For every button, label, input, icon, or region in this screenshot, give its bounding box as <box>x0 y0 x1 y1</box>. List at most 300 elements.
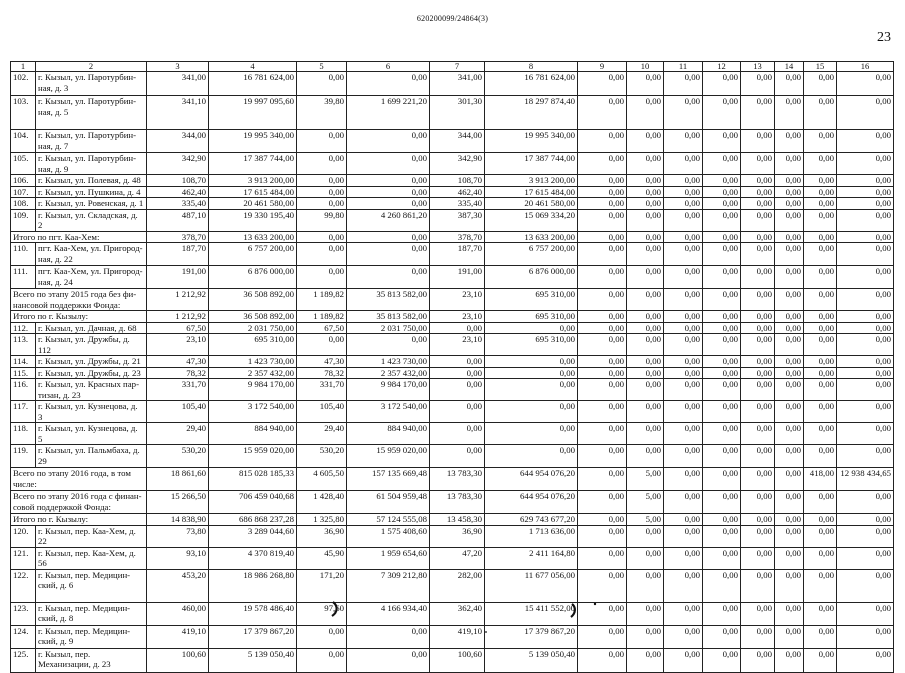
value-cell: 0,00 <box>578 445 627 468</box>
value-cell: 341,10 <box>147 96 209 130</box>
value-cell: 0,00 <box>347 243 430 266</box>
value-cell: 0,00 <box>775 186 804 198</box>
value-cell: 0,00 <box>664 491 703 514</box>
value-cell: 191,00 <box>147 266 209 289</box>
value-cell: 4 260 861,20 <box>347 209 430 231</box>
column-number: 12 <box>703 62 741 72</box>
value-cell: 36 508 892,00 <box>209 311 297 323</box>
value-cell: 45,90 <box>297 547 347 569</box>
value-cell: 0,00 <box>485 379 578 401</box>
row-number: 121. <box>11 547 36 569</box>
value-cell: 0,00 <box>347 648 430 672</box>
column-number: 11 <box>664 62 703 72</box>
value-cell: 67,50 <box>297 322 347 334</box>
column-number: 7 <box>430 62 485 72</box>
value-cell: 0,00 <box>775 514 804 526</box>
value-cell: 0,00 <box>347 334 430 356</box>
value-cell: 0,00 <box>347 266 430 289</box>
value-cell: 0,00 <box>775 356 804 368</box>
address-cell: г. Кызыл, ул. Паротурбин-ная, д. 5 <box>36 96 147 130</box>
value-cell: 884 940,00 <box>209 423 297 445</box>
value-cell: 0,00 <box>485 356 578 368</box>
value-cell: 14 838,90 <box>147 514 209 526</box>
value-cell: 0,00 <box>775 547 804 569</box>
value-cell: 0,00 <box>578 379 627 401</box>
value-cell: 0,00 <box>430 322 485 334</box>
value-cell: 0,00 <box>741 243 775 266</box>
value-cell: 0,00 <box>804 130 837 153</box>
table-row <box>11 311 894 323</box>
value-cell: 0,00 <box>775 423 804 445</box>
value-cell: 0,00 <box>804 311 837 323</box>
value-cell: 695 310,00 <box>209 334 297 356</box>
value-cell: 5,00 <box>627 468 664 491</box>
value-cell: 4 605,50 <box>297 468 347 491</box>
value-cell: 7 309 212,80 <box>347 569 430 602</box>
value-cell: 0,00 <box>703 379 741 401</box>
value-cell: 0,00 <box>578 625 627 648</box>
column-number: 1 <box>11 62 36 72</box>
value-cell: 16 781 624,00 <box>485 72 578 96</box>
value-cell: 0,00 <box>297 243 347 266</box>
column-number-row <box>11 62 894 72</box>
value-cell: 0,00 <box>804 96 837 130</box>
value-cell: 0,00 <box>347 231 430 243</box>
value-cell: 0,00 <box>627 209 664 231</box>
value-cell: 530,20 <box>147 445 209 468</box>
value-cell: 0,00 <box>347 186 430 198</box>
column-number: 9 <box>578 62 627 72</box>
address-cell: г. Кызыл, ул. Паротурбин-ная, д. 7 <box>36 130 147 153</box>
row-number: 102. <box>11 72 36 96</box>
value-cell: 13 458,30 <box>430 514 485 526</box>
value-cell: 0,00 <box>703 130 741 153</box>
value-cell: 0,00 <box>578 401 627 423</box>
table-row <box>11 153 894 175</box>
value-cell: 1 713 636,00 <box>485 525 578 547</box>
value-cell: 0,00 <box>664 468 703 491</box>
value-cell: 0,00 <box>297 648 347 672</box>
row-number: 107. <box>11 186 36 198</box>
value-cell: 0,00 <box>804 367 837 379</box>
value-cell: 2 357 432,00 <box>209 367 297 379</box>
address-cell: г. Кызыл, пер. Каа-Хем, д. 56 <box>36 547 147 569</box>
value-cell: 5 139 050,40 <box>485 648 578 672</box>
table-row <box>11 175 894 187</box>
value-cell: 0,00 <box>664 96 703 130</box>
table-row <box>11 96 894 130</box>
value-cell: 0,00 <box>578 648 627 672</box>
value-cell: 0,00 <box>578 243 627 266</box>
value-cell: 0,00 <box>741 547 775 569</box>
value-cell: 1 959 654,60 <box>347 547 430 569</box>
value-cell: 0,00 <box>837 96 894 130</box>
value-cell: 0,00 <box>837 72 894 96</box>
value-cell: 0,00 <box>703 445 741 468</box>
value-cell: 0,00 <box>578 130 627 153</box>
value-cell: 0,00 <box>741 72 775 96</box>
document-id: 620200099/24864(3) <box>416 14 489 23</box>
value-cell: 15 069 334,20 <box>485 209 578 231</box>
subtotal-label: Всего по этапу 2016 года с финан-совой поддержкой Фонда: <box>11 491 147 514</box>
value-cell: 0,00 <box>804 289 837 311</box>
value-cell: 29,40 <box>297 423 347 445</box>
value-cell: 0,00 <box>837 266 894 289</box>
row-number: 116. <box>11 379 36 401</box>
value-cell: 0,00 <box>804 379 837 401</box>
value-cell: 0,00 <box>627 243 664 266</box>
column-number: 5 <box>297 62 347 72</box>
value-cell: 453,20 <box>147 569 209 602</box>
column-number: 15 <box>804 62 837 72</box>
value-cell: 0,00 <box>627 322 664 334</box>
value-cell: 3 172 540,00 <box>209 401 297 423</box>
value-cell: 108,70 <box>430 175 485 187</box>
address-cell: г. Кызыл, ул. Пальмбаха, д. 29 <box>36 445 147 468</box>
value-cell: 0,00 <box>703 367 741 379</box>
value-cell: 0,00 <box>804 243 837 266</box>
value-cell: 0,00 <box>775 491 804 514</box>
value-cell: 0,00 <box>578 311 627 323</box>
value-cell: 0,00 <box>741 401 775 423</box>
value-cell: 0,00 <box>627 231 664 243</box>
value-cell: 0,00 <box>578 569 627 602</box>
value-cell: 0,00 <box>347 198 430 210</box>
value-cell: 0,00 <box>804 648 837 672</box>
value-cell: 0,00 <box>664 401 703 423</box>
value-cell: 0,00 <box>804 266 837 289</box>
value-cell: 15 411 552,00 <box>485 602 578 625</box>
value-cell: 331,70 <box>297 379 347 401</box>
value-cell: 0,00 <box>804 445 837 468</box>
value-cell: 344,00 <box>430 130 485 153</box>
value-cell: 0,00 <box>627 186 664 198</box>
row-number: 119. <box>11 445 36 468</box>
value-cell: 0,00 <box>627 130 664 153</box>
table-row <box>11 334 894 356</box>
value-cell: 0,00 <box>703 648 741 672</box>
value-cell: 0,00 <box>775 175 804 187</box>
subtotal-label: Итого по г. Кызылу: <box>11 311 147 323</box>
value-cell: 0,00 <box>430 423 485 445</box>
table-row <box>11 401 894 423</box>
value-cell: 67,50 <box>147 322 209 334</box>
value-cell: 0,00 <box>297 153 347 175</box>
column-number: 6 <box>347 62 430 72</box>
value-cell: 0,00 <box>775 525 804 547</box>
value-cell: 0,00 <box>703 423 741 445</box>
value-cell: 0,00 <box>664 356 703 368</box>
value-cell: 462,40 <box>430 186 485 198</box>
value-cell: 0,00 <box>804 322 837 334</box>
value-cell: 17 379 867,20 <box>209 625 297 648</box>
value-cell: 686 868 237,28 <box>209 514 297 526</box>
value-cell: 0,00 <box>804 491 837 514</box>
value-cell: 19 578 486,40 <box>209 602 297 625</box>
value-cell: 0,00 <box>664 367 703 379</box>
row-number: 112. <box>11 322 36 334</box>
value-cell: 0,00 <box>837 445 894 468</box>
address-cell: г. Кызыл, ул. Паротурбин-ная, д. 3 <box>36 72 147 96</box>
value-cell: 5 139 050,40 <box>209 648 297 672</box>
value-cell: 0,00 <box>741 514 775 526</box>
value-cell: 0,00 <box>775 401 804 423</box>
value-cell: 19 330 195,40 <box>209 209 297 231</box>
value-cell: 0,00 <box>804 547 837 569</box>
table-row <box>11 491 894 514</box>
subtotal-label: Итого по пгт. Каа-Хем: <box>11 231 147 243</box>
value-cell: 0,00 <box>578 322 627 334</box>
value-cell: 47,30 <box>147 356 209 368</box>
address-cell: пгт. Каа-Хем, ул. Пригород-ная, д. 24 <box>36 266 147 289</box>
value-cell: 9 984 170,00 <box>347 379 430 401</box>
value-cell: 0,00 <box>578 468 627 491</box>
address-cell: г. Кызыл, ул. Складская, д. 2 <box>36 209 147 231</box>
value-cell: 0,00 <box>804 231 837 243</box>
value-cell: 0,00 <box>664 625 703 648</box>
value-cell: 0,00 <box>775 198 804 210</box>
value-cell: 15 266,50 <box>147 491 209 514</box>
value-cell: 0,00 <box>703 198 741 210</box>
value-cell: 387,30 <box>430 209 485 231</box>
value-cell: 0,00 <box>485 423 578 445</box>
value-cell: 16 781 624,00 <box>209 72 297 96</box>
value-cell: 0,00 <box>578 289 627 311</box>
value-cell: 191,00 <box>430 266 485 289</box>
value-cell: 0,00 <box>664 445 703 468</box>
value-cell: 0,00 <box>775 648 804 672</box>
value-cell: 0,00 <box>804 198 837 210</box>
value-cell: 0,00 <box>741 130 775 153</box>
value-cell: 105,40 <box>147 401 209 423</box>
value-cell: 0,00 <box>775 569 804 602</box>
value-cell: 0,00 <box>837 243 894 266</box>
table-row <box>11 322 894 334</box>
value-cell: 1 423 730,00 <box>209 356 297 368</box>
value-cell: 6 757 200,00 <box>209 243 297 266</box>
value-cell: 13 633 200,00 <box>209 231 297 243</box>
value-cell: 0,00 <box>741 334 775 356</box>
value-cell: 0,00 <box>775 322 804 334</box>
value-cell: 20 461 580,00 <box>209 198 297 210</box>
value-cell: 0,00 <box>578 198 627 210</box>
value-cell: 362,40 <box>430 602 485 625</box>
value-cell: 3 289 044,60 <box>209 525 297 547</box>
value-cell: 0,00 <box>578 491 627 514</box>
value-cell: 0,00 <box>297 625 347 648</box>
value-cell: 0,00 <box>741 311 775 323</box>
value-cell: 0,00 <box>703 72 741 96</box>
value-cell: 341,00 <box>430 72 485 96</box>
value-cell: 5,00 <box>627 514 664 526</box>
row-number: 115. <box>11 367 36 379</box>
value-cell: 0,00 <box>485 322 578 334</box>
value-cell: 0,00 <box>741 289 775 311</box>
value-cell: 0,00 <box>297 334 347 356</box>
address-cell: г. Кызыл, ул. Кузнецова, д. 5 <box>36 423 147 445</box>
value-cell: 0,00 <box>664 289 703 311</box>
value-cell: 0,00 <box>627 367 664 379</box>
row-number: 103. <box>11 96 36 130</box>
value-cell: 644 954 076,20 <box>485 468 578 491</box>
value-cell: 0,00 <box>664 525 703 547</box>
value-cell: 0,00 <box>837 379 894 401</box>
value-cell: 0,00 <box>837 514 894 526</box>
value-cell: 0,00 <box>837 625 894 648</box>
value-cell: 18 297 874,40 <box>485 96 578 130</box>
value-cell: 0,00 <box>664 72 703 96</box>
value-cell: 0,00 <box>664 379 703 401</box>
value-cell: 0,00 <box>578 334 627 356</box>
value-cell: 0,00 <box>703 175 741 187</box>
value-cell: 0,00 <box>578 186 627 198</box>
value-cell: 815 028 185,33 <box>209 468 297 491</box>
value-cell: 0,00 <box>664 209 703 231</box>
value-cell: 0,00 <box>664 266 703 289</box>
value-cell: 0,00 <box>837 153 894 175</box>
table-row <box>11 266 894 289</box>
value-cell: 3 172 540,00 <box>347 401 430 423</box>
value-cell: 0,00 <box>837 334 894 356</box>
column-number: 13 <box>741 62 775 72</box>
value-cell: 0,00 <box>664 175 703 187</box>
value-cell: 0,00 <box>775 130 804 153</box>
value-cell: 0,00 <box>664 130 703 153</box>
value-cell: 0,00 <box>578 356 627 368</box>
value-cell: 0,00 <box>703 311 741 323</box>
value-cell: 418,00 <box>804 468 837 491</box>
value-cell: 0,00 <box>664 648 703 672</box>
value-cell: 36,90 <box>297 525 347 547</box>
value-cell: 35 813 582,00 <box>347 311 430 323</box>
value-cell: 0,00 <box>627 648 664 672</box>
value-cell: 0,00 <box>775 311 804 323</box>
table-row <box>11 231 894 243</box>
value-cell: 460,00 <box>147 602 209 625</box>
value-cell: 0,00 <box>741 96 775 130</box>
value-cell: 0,00 <box>775 243 804 266</box>
value-cell: 0,00 <box>627 379 664 401</box>
column-number: 10 <box>627 62 664 72</box>
value-cell: 530,20 <box>297 445 347 468</box>
row-number: 104. <box>11 130 36 153</box>
value-cell: 0,00 <box>775 209 804 231</box>
value-cell: 17 615 484,00 <box>209 186 297 198</box>
value-cell: 108,70 <box>147 175 209 187</box>
value-cell: 695 310,00 <box>485 311 578 323</box>
value-cell: 462,40 <box>147 186 209 198</box>
value-cell: 0,00 <box>804 401 837 423</box>
value-cell: 0,00 <box>578 547 627 569</box>
value-cell: 0,00 <box>578 514 627 526</box>
value-cell: 0,00 <box>804 514 837 526</box>
value-cell: 0,00 <box>837 602 894 625</box>
value-cell: 0,00 <box>804 423 837 445</box>
value-cell: 0,00 <box>775 72 804 96</box>
value-cell: 17 615 484,00 <box>485 186 578 198</box>
value-cell: 0,00 <box>627 525 664 547</box>
value-cell: 0,00 <box>627 289 664 311</box>
value-cell: 2 031 750,00 <box>209 322 297 334</box>
value-cell: 0,00 <box>775 367 804 379</box>
value-cell: 0,00 <box>741 569 775 602</box>
value-cell: 0,00 <box>664 198 703 210</box>
table-row <box>11 289 894 311</box>
value-cell: 282,00 <box>430 569 485 602</box>
value-cell: 78,32 <box>297 367 347 379</box>
row-number: 123. <box>11 602 36 625</box>
value-cell: 0,00 <box>664 423 703 445</box>
table-row <box>11 186 894 198</box>
value-cell: 23,10 <box>430 334 485 356</box>
value-cell: 61 504 959,48 <box>347 491 430 514</box>
value-cell: 0,00 <box>703 491 741 514</box>
value-cell: 0,00 <box>804 72 837 96</box>
value-cell: 0,00 <box>627 356 664 368</box>
value-cell: 0,00 <box>664 514 703 526</box>
value-cell: 0,00 <box>703 356 741 368</box>
column-number: 16 <box>837 62 894 72</box>
value-cell: 4 166 934,40 <box>347 602 430 625</box>
value-cell: 0,00 <box>578 175 627 187</box>
value-cell: 0,00 <box>741 186 775 198</box>
value-cell: 0,00 <box>837 175 894 187</box>
value-cell: 0,00 <box>837 209 894 231</box>
value-cell: 0,00 <box>703 547 741 569</box>
row-number: 109. <box>11 209 36 231</box>
value-cell: 13 633 200,00 <box>485 231 578 243</box>
value-cell: 0,00 <box>627 334 664 356</box>
value-cell: 0,00 <box>627 153 664 175</box>
column-number: 8 <box>485 62 578 72</box>
value-cell: 17 379 867,20 <box>485 625 578 648</box>
value-cell: 6 876 000,00 <box>209 266 297 289</box>
value-cell: 93,10 <box>147 547 209 569</box>
row-number: 124. <box>11 625 36 648</box>
value-cell: 0,00 <box>741 423 775 445</box>
value-cell: 4 370 819,40 <box>209 547 297 569</box>
address-cell: г. Кызыл, ул. Полевая, д. 48 <box>36 175 147 187</box>
value-cell: 0,00 <box>703 243 741 266</box>
value-cell: 0,00 <box>741 445 775 468</box>
value-cell: 0,00 <box>741 602 775 625</box>
address-cell: г. Кызыл, ул. Дружбы, д. 23 <box>36 367 147 379</box>
value-cell: 0,00 <box>741 356 775 368</box>
value-cell: 73,80 <box>147 525 209 547</box>
value-cell: 0,00 <box>837 130 894 153</box>
value-cell: 0,00 <box>703 186 741 198</box>
value-cell: 6 757 200,00 <box>485 243 578 266</box>
value-cell: 0,00 <box>741 525 775 547</box>
value-cell: 344,00 <box>147 130 209 153</box>
value-cell: 99,80 <box>297 209 347 231</box>
table-row <box>11 243 894 266</box>
address-cell: г. Кызыл, ул. Дачная, д. 68 <box>36 322 147 334</box>
row-number: 106. <box>11 175 36 187</box>
value-cell: 187,70 <box>147 243 209 266</box>
value-cell: 0,00 <box>703 602 741 625</box>
subtotal-label: Всего по этапу 2016 года, в том числе: <box>11 468 147 491</box>
value-cell: 23,10 <box>147 334 209 356</box>
value-cell: 2 031 750,00 <box>347 322 430 334</box>
value-cell: 0,00 <box>627 72 664 96</box>
value-cell: 0,00 <box>837 401 894 423</box>
value-cell: 0,00 <box>297 72 347 96</box>
value-cell: 0,00 <box>804 525 837 547</box>
value-cell: 0,00 <box>297 198 347 210</box>
value-cell: 100,60 <box>147 648 209 672</box>
value-cell: 36,90 <box>430 525 485 547</box>
